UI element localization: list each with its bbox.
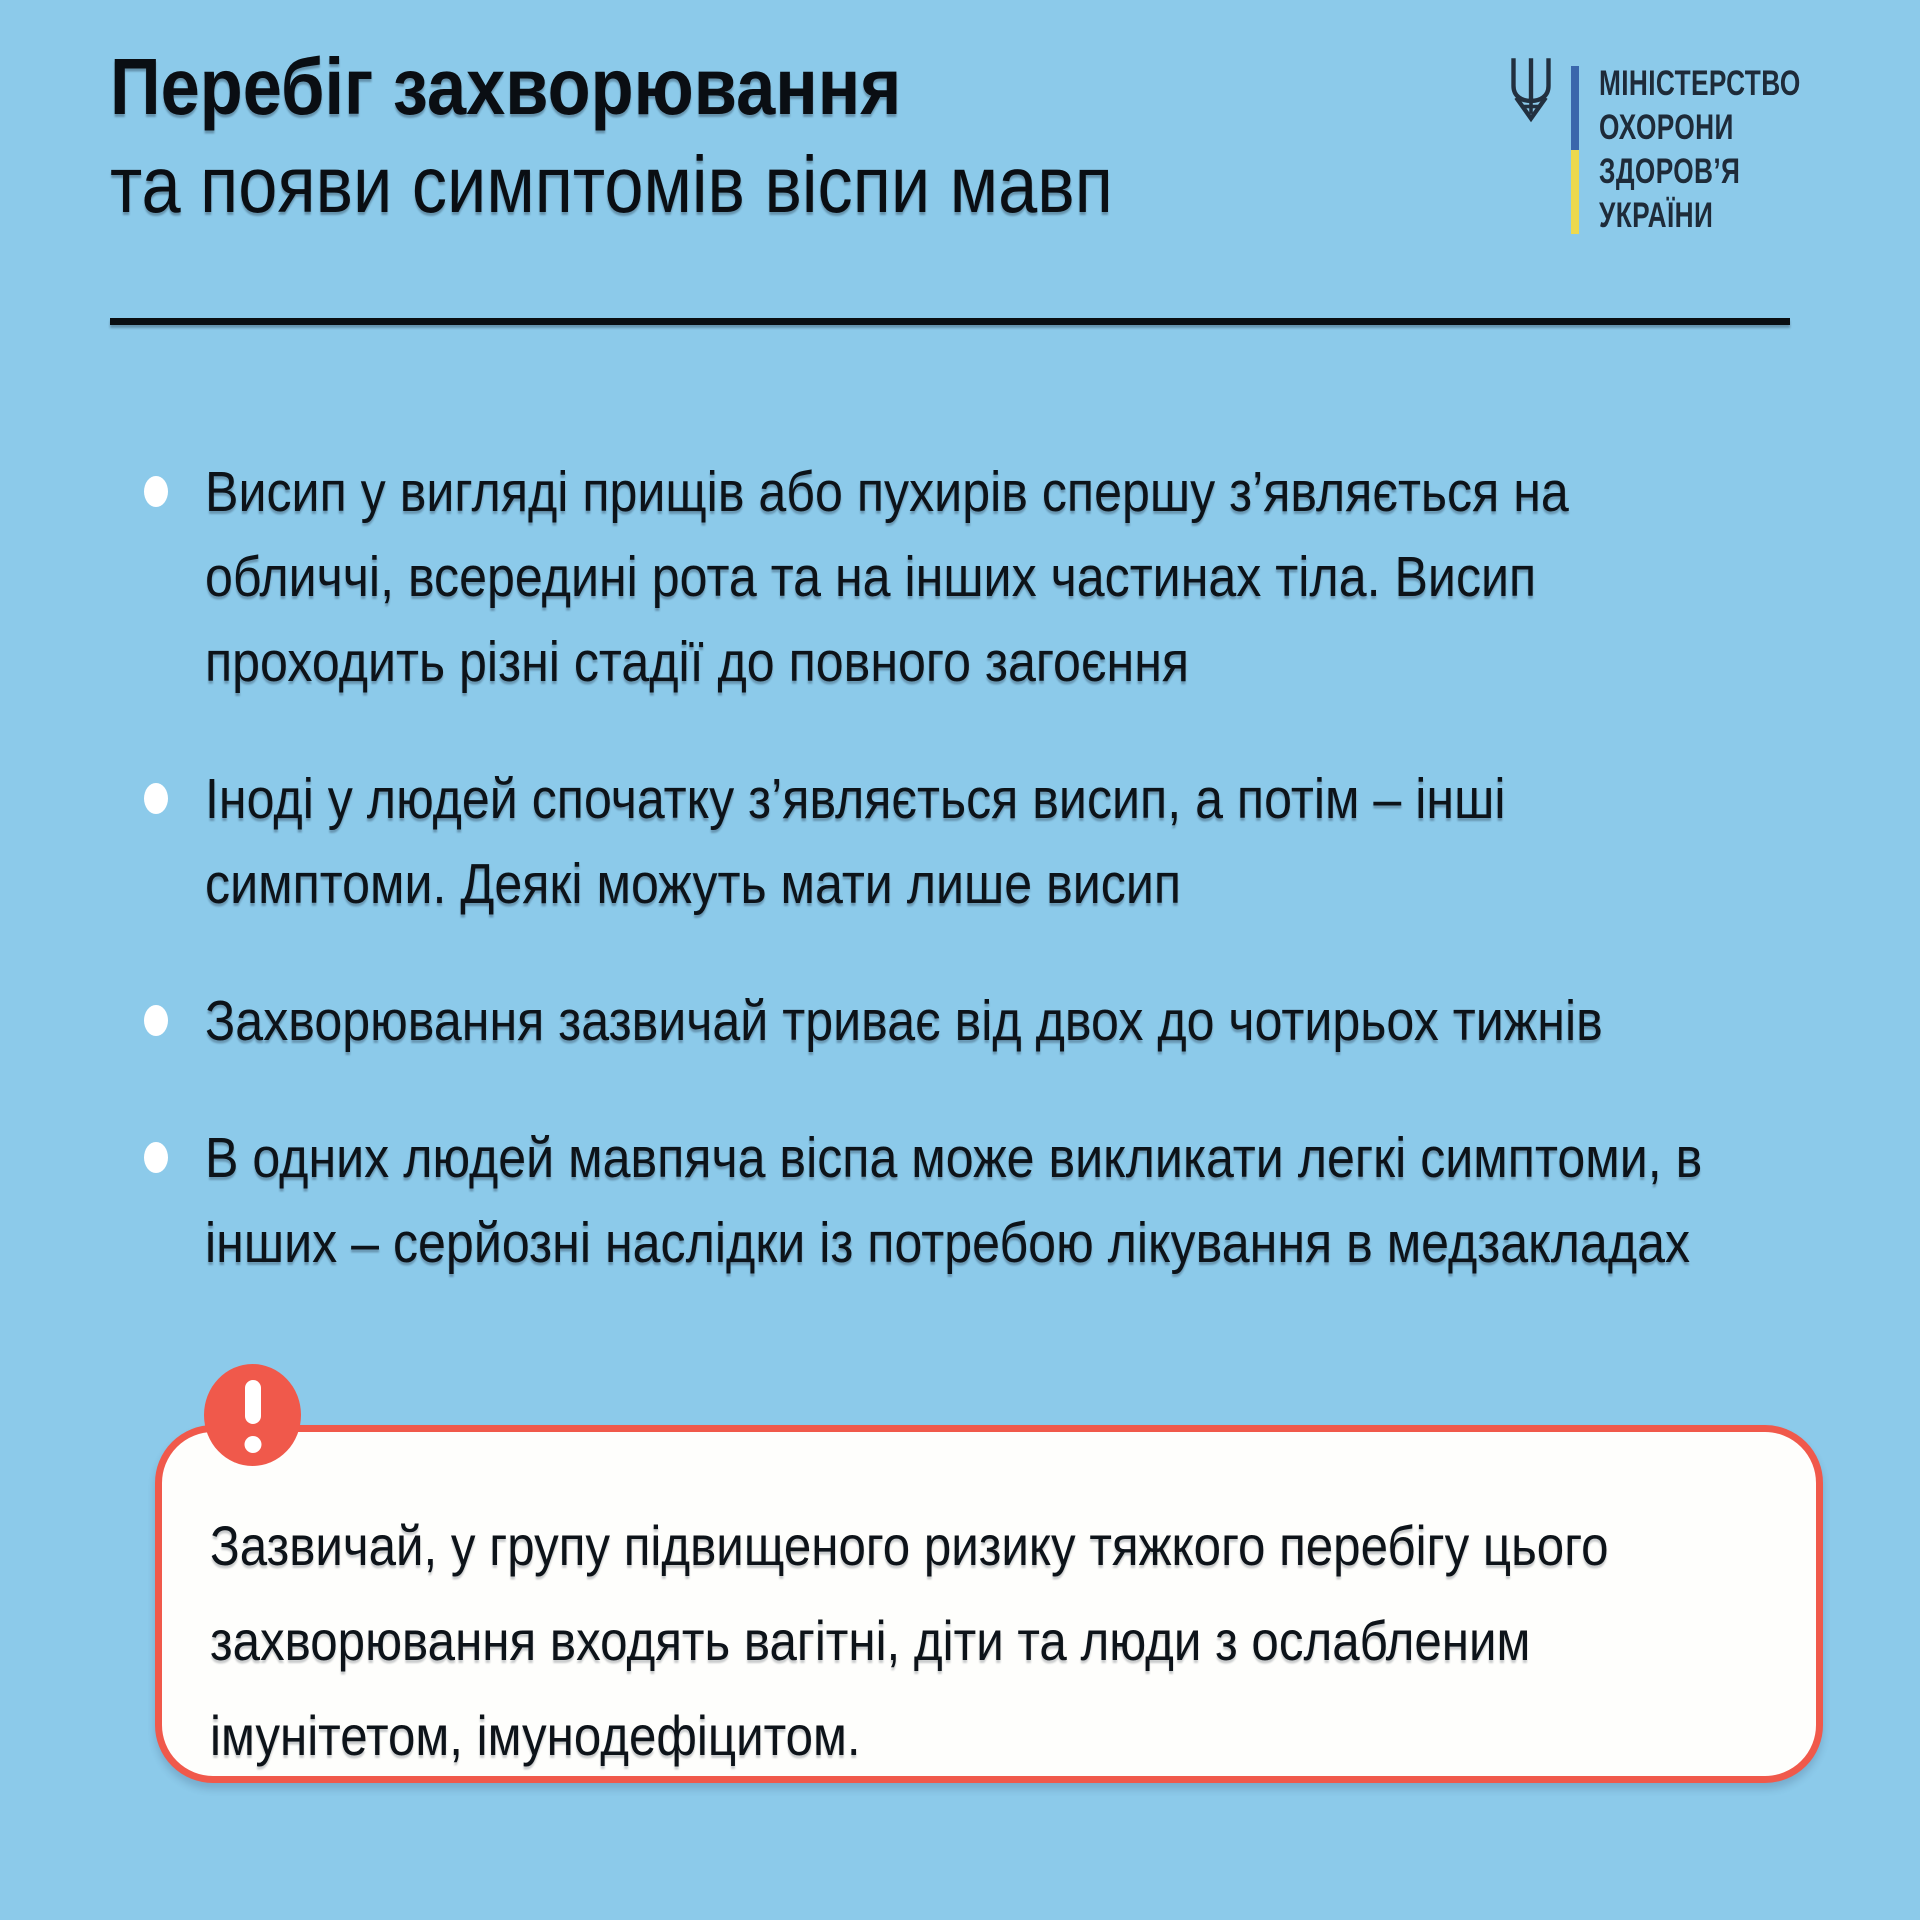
ministry-name-line-2: ОХОРОНИ [1599,108,1734,147]
flag-bar-blue [1571,66,1579,150]
title-line-2 [110,136,1510,234]
list-item [110,757,1730,927]
exclamation-dot [244,1436,261,1453]
bullet-text: В одних людей мавпяча віспа може викликати легкі симптоми, в інших – серйозні наслідки із потребою лікування в медзакладах [205,1126,1703,1275]
bullet-dot-icon [144,476,168,507]
symptom-bullet-list [110,450,1730,1338]
warning-text: Зазвичай, у групу підвищеного ризику тяжкого перебігу цього захворювання входять вагітні, діти та люди з ослабленим імунітетом, імунодефіцитом. [210,1514,1609,1767]
list-item [110,979,1730,1064]
bullet-text: Іноді у людей спочатку з’являється висип, а потім – інші симптоми. Деякі можуть мати лише висип [205,767,1506,916]
ministry-name-line-3: ЗДОРОВ’Я [1599,152,1741,191]
bullet-dot-icon [144,1005,168,1036]
ministry-name-line-1: МІНІСТЕРСТВО [1599,64,1801,103]
bullet-text: Висип у вигляді прищів або пухирів спершу з’являється на обличчі, всередині рота та на інших частинах тіла. Висип проходить різні стадії до повного загоєння [205,460,1569,694]
warning-card [155,1425,1823,1783]
bullet-dot-icon [144,1142,168,1173]
exclamation-bar [245,1380,261,1424]
page-title [110,38,1510,234]
flag-bar-icon [1571,66,1579,234]
title-line-1 [110,38,1510,136]
bullet-dot-icon [144,783,168,814]
title-line-1-text: Перебіг захворювання [110,42,902,131]
list-item [110,1116,1730,1286]
ukraine-trident-icon [1505,58,1557,128]
flag-bar-yellow [1571,150,1579,234]
ministry-name [1599,62,1868,238]
exclamation-icon [204,1364,301,1466]
title-line-2-text: та появи симптомів віспи мавп [110,140,1113,229]
list-item [110,450,1730,705]
ministry-name-line-4: УКРАЇНИ [1599,196,1714,235]
title-divider [110,318,1790,325]
warning-text-wrap [210,1498,1720,1783]
bullet-text: Захворювання зазвичай триває від двох до чотирьох тижнів [205,989,1603,1053]
ministry-of-health-logo [1505,50,1835,250]
